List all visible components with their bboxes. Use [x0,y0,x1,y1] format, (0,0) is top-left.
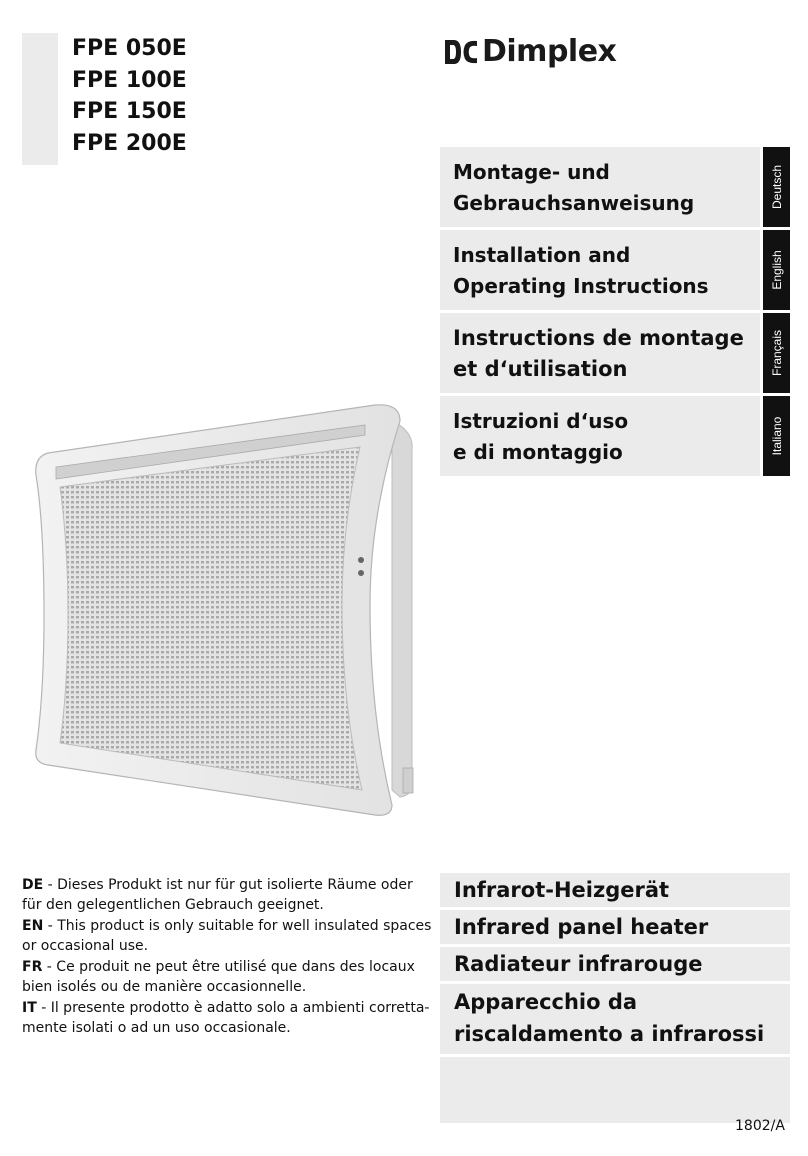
brand-logo [442,30,632,74]
decorative-gray-tab [22,33,58,165]
language-section-de [440,147,790,227]
notice-en [22,917,434,956]
product-name-line: riscaldamento a infrarossi [454,1022,765,1046]
language-list [440,147,790,479]
title-line: e di montaggio [453,440,623,464]
notice-fr [22,958,434,997]
title-line: Operating Instructions [453,274,709,298]
language-section-it [440,396,790,476]
language-title [453,323,744,385]
suitability-notices [22,876,434,1040]
notice-language-code: EN [22,918,44,934]
model-name: FPE 150E [72,99,187,124]
notice-text: - Il presente prodotto è adatto solo a ambienti corretta-mente isolati o ad un uso occasionale. [22,1000,430,1036]
language-tab-deutsch [763,147,790,227]
notice-de [22,876,434,915]
product-name-it [440,984,790,1054]
heater-illustration [20,395,420,820]
notice-language-code: IT [22,1000,37,1016]
dimplex-logo-icon [442,37,480,67]
language-tab-label: Deutsch [769,164,784,210]
language-tab-english [763,230,790,310]
product-name-list [440,873,790,1126]
title-line: Montage- und [453,160,610,184]
language-tab-label: Italiano [769,416,784,456]
language-section-fr [440,313,790,393]
title-line: Istruzioni d‘uso [453,409,629,433]
language-tab-francais [763,313,790,393]
title-line: Instructions de montage [453,326,744,350]
language-section-en [440,230,790,310]
empty-panel [440,1057,790,1123]
language-tab-label: Français [769,329,784,377]
notice-it [22,999,434,1038]
notice-language-code: FR [22,959,43,975]
language-tab-label: English [769,250,784,290]
title-line: Gebrauchsanweisung [453,191,695,215]
notice-text: - Dieses Produkt ist nur für gut isolierte Räume oder für den gelegentlichen Gebrauch geeignet. [22,877,413,913]
heater-product-image [20,395,420,820]
language-title-box [440,147,760,227]
language-title-box [440,230,760,310]
notice-language-code: DE [22,877,44,893]
model-name: FPE 200E [72,130,187,156]
language-title [453,157,694,219]
language-title [453,406,628,468]
product-name-en: Infrared panel heater [440,910,790,944]
language-tab-italiano [763,396,790,476]
language-title-box [440,313,760,393]
notice-text: - This product is only suitable for well insulated spaces or occasional use. [22,918,432,954]
document-number: 1802/A [735,1118,785,1134]
model-list [72,33,187,159]
model-name: FPE 050E [72,36,187,61]
model-name: FPE 100E [72,67,187,93]
product-name-de: Infrarot-Heizgerät [440,873,790,907]
language-title-box [440,396,760,476]
title-line: Installation and [453,243,631,267]
product-name-fr: Radiateur infrarouge [440,947,790,981]
notice-text: - Ce produit ne peut être utilisé que dans des locaux bien isolés ou de manière occasionnelle. [22,959,415,995]
brand-name: Dimplex [482,34,617,69]
language-title [453,240,709,302]
title-line: et d‘utilisation [453,357,628,381]
product-name-line: Apparecchio da [454,990,638,1014]
